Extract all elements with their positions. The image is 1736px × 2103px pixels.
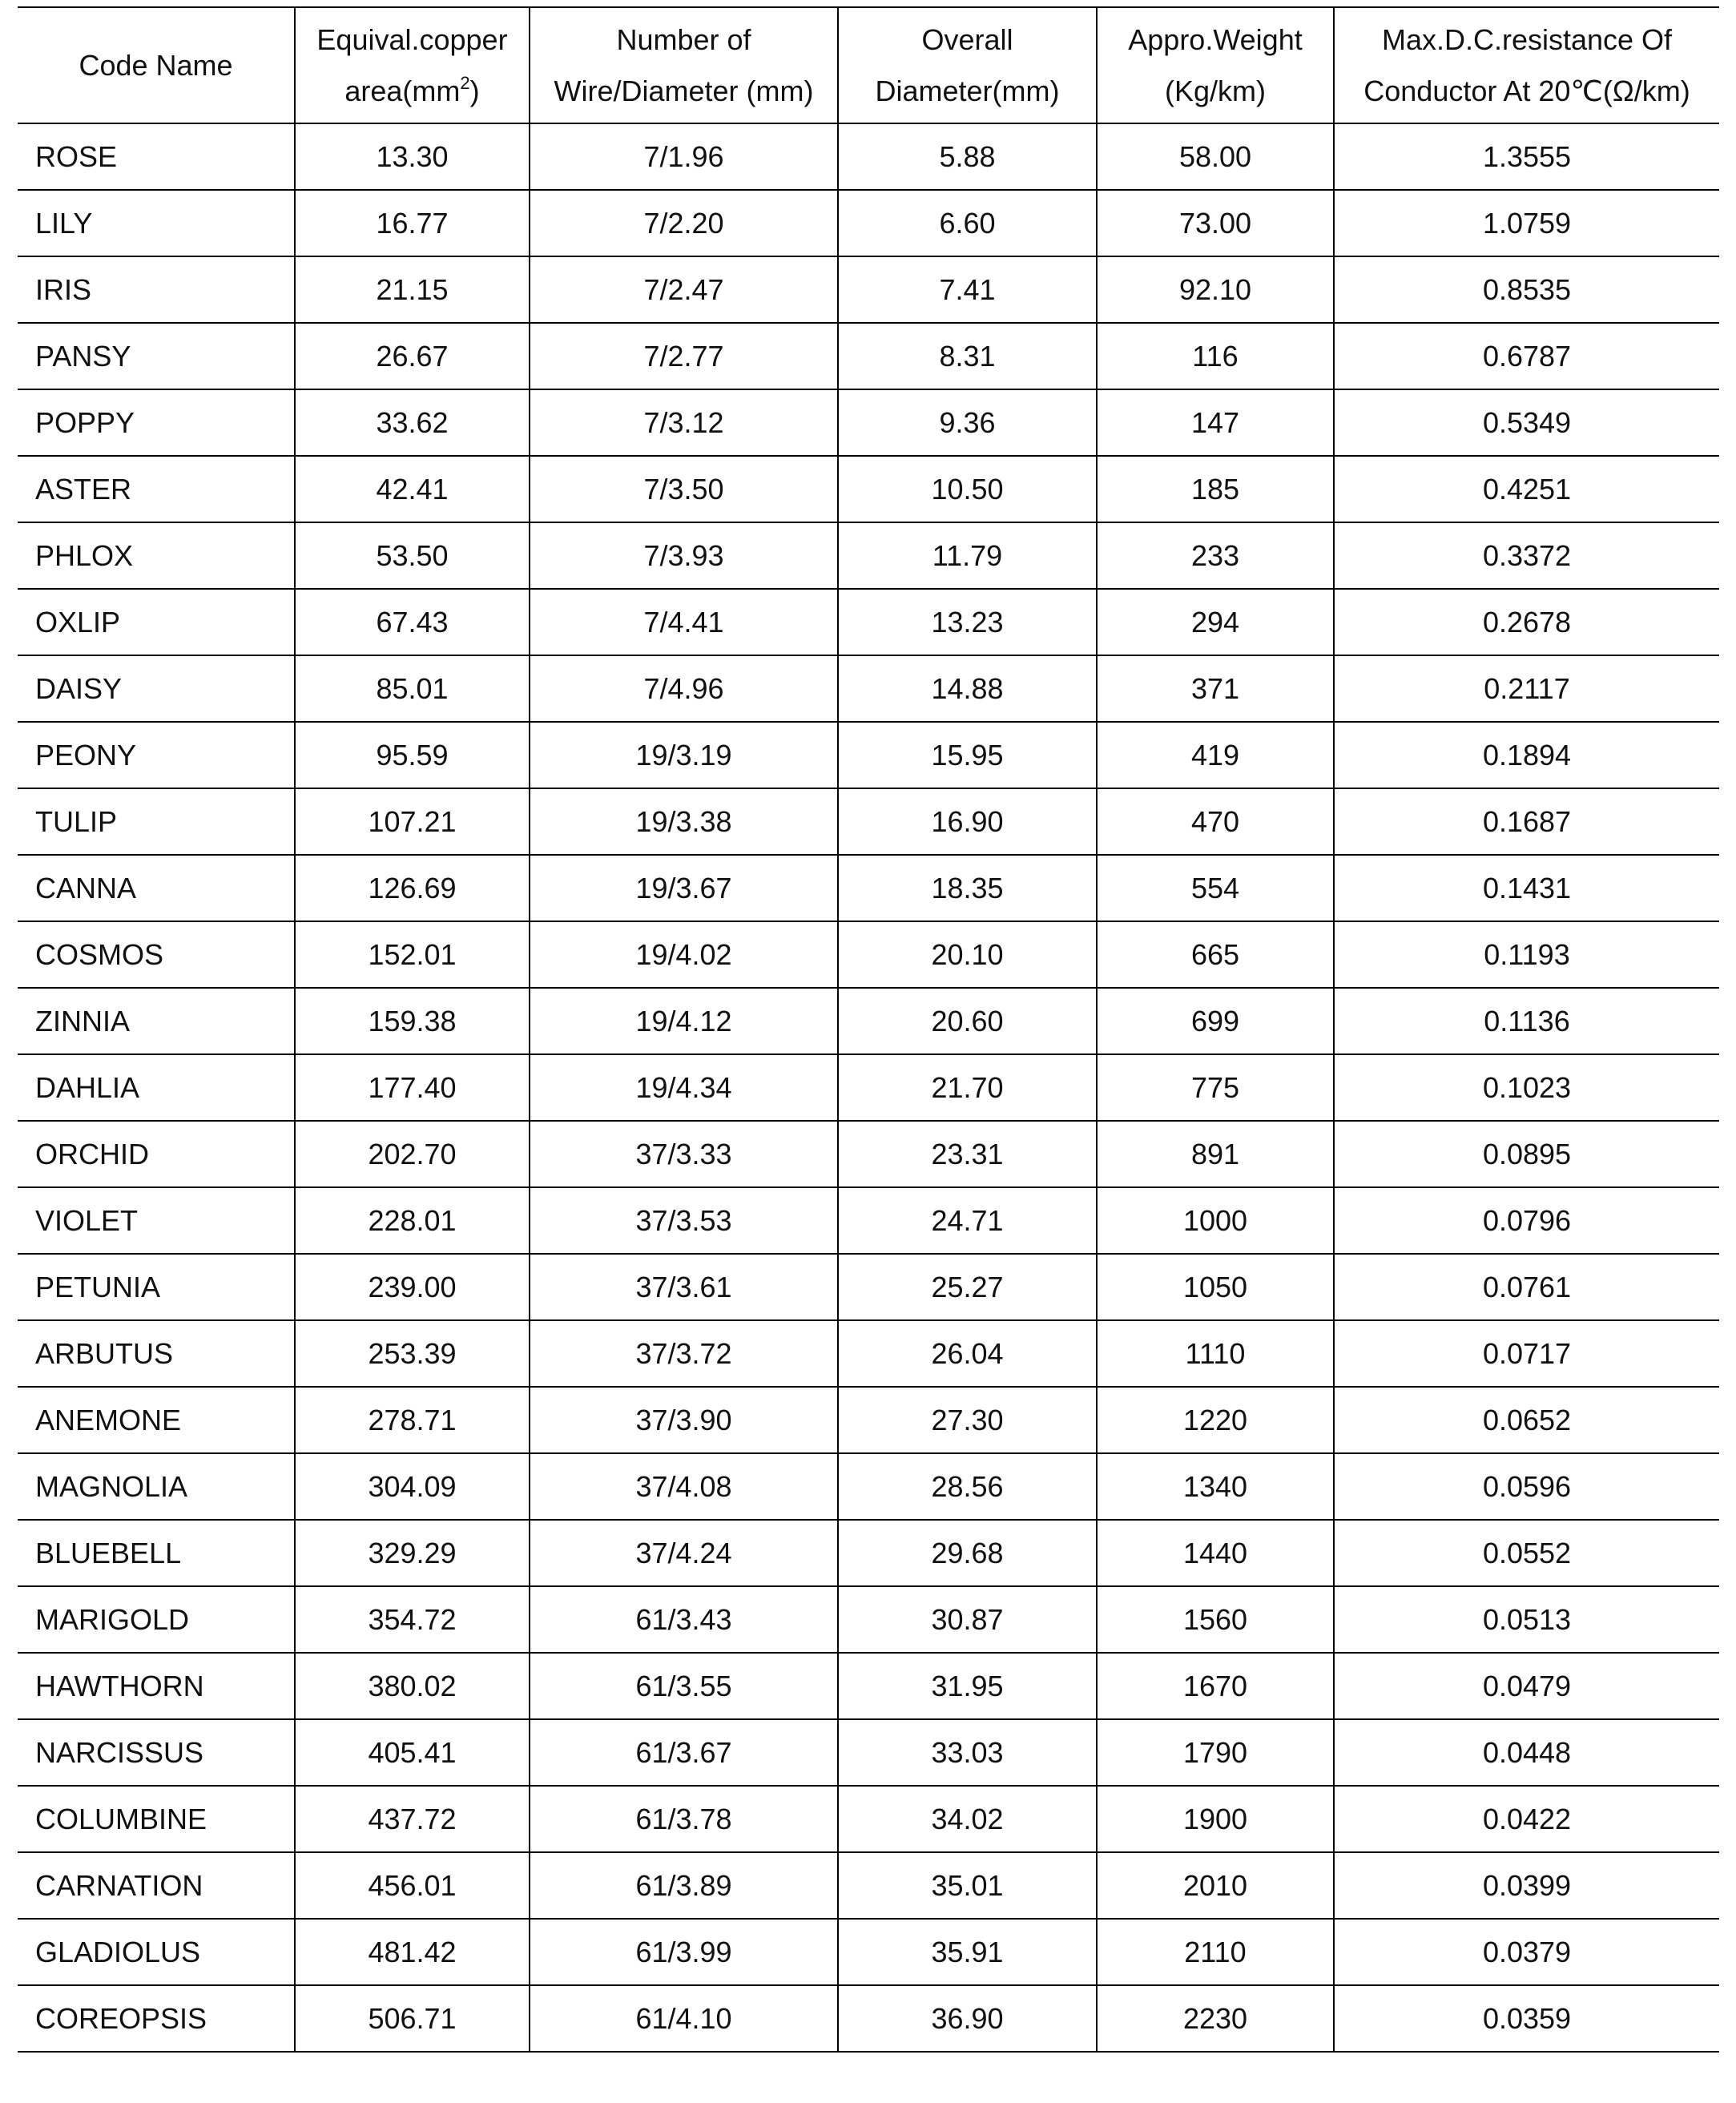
cell-weight: 419 (1097, 722, 1334, 788)
cell-wire-diameter: 37/3.33 (530, 1121, 838, 1187)
header-weight-line2: (Kg/km) (1165, 74, 1266, 107)
cell-code-name: ORCHID (18, 1121, 295, 1187)
cell-resistance: 0.0895 (1334, 1121, 1719, 1187)
header-copper-area-unit: area(mm (344, 74, 461, 107)
cell-code-name: COLUMBINE (18, 1786, 295, 1852)
table-row (18, 1786, 1719, 1852)
cell-wire-diameter: 7/3.93 (530, 522, 838, 589)
table-row (18, 1919, 1719, 1985)
cell-wire-diameter: 37/3.53 (530, 1187, 838, 1254)
table-row (18, 389, 1719, 456)
conductor-spec-table-container (18, 6, 1719, 2053)
cell-overall-diameter: 21.70 (838, 1054, 1097, 1121)
cell-resistance: 0.8535 (1334, 256, 1719, 323)
cell-resistance: 0.0796 (1334, 1187, 1719, 1254)
header-copper-area (295, 7, 530, 123)
header-wire-diameter-line2: Wire/Diameter (mm) (554, 74, 814, 107)
table-row (18, 788, 1719, 855)
table-row (18, 323, 1719, 389)
cell-overall-diameter: 25.27 (838, 1254, 1097, 1320)
cell-weight: 2010 (1097, 1852, 1334, 1919)
cell-copper-area: 67.43 (295, 589, 530, 655)
cell-overall-diameter: 20.60 (838, 988, 1097, 1054)
cell-weight: 775 (1097, 1054, 1334, 1121)
cell-copper-area: 33.62 (295, 389, 530, 456)
cell-wire-diameter: 19/4.34 (530, 1054, 838, 1121)
table-row (18, 655, 1719, 722)
cell-wire-diameter: 61/3.67 (530, 1719, 838, 1786)
header-copper-area-line2 (302, 66, 522, 117)
cell-weight: 294 (1097, 589, 1334, 655)
cell-code-name: VIOLET (18, 1187, 295, 1254)
table-row (18, 123, 1719, 190)
cell-resistance: 0.1431 (1334, 855, 1719, 921)
header-weight-line1: Appro.Weight (1128, 22, 1303, 56)
cell-resistance: 0.0448 (1334, 1719, 1719, 1786)
cell-code-name: IRIS (18, 256, 295, 323)
cell-copper-area: 152.01 (295, 921, 530, 988)
cell-copper-area: 95.59 (295, 722, 530, 788)
table-row (18, 1121, 1719, 1187)
cell-weight: 147 (1097, 389, 1334, 456)
cell-wire-diameter: 37/4.08 (530, 1453, 838, 1520)
cell-wire-diameter: 37/3.72 (530, 1320, 838, 1387)
cell-code-name: POPPY (18, 389, 295, 456)
cell-copper-area: 506.71 (295, 1985, 530, 2052)
cell-overall-diameter: 8.31 (838, 323, 1097, 389)
cell-wire-diameter: 7/4.41 (530, 589, 838, 655)
cell-overall-diameter: 26.04 (838, 1320, 1097, 1387)
cell-code-name: ANEMONE (18, 1387, 295, 1453)
cell-wire-diameter: 61/4.10 (530, 1985, 838, 2052)
cell-weight: 116 (1097, 323, 1334, 389)
cell-overall-diameter: 31.95 (838, 1653, 1097, 1719)
cell-code-name: PANSY (18, 323, 295, 389)
header-overall-diameter (838, 7, 1097, 123)
table-row (18, 1054, 1719, 1121)
cell-overall-diameter: 29.68 (838, 1520, 1097, 1586)
cell-copper-area: 437.72 (295, 1786, 530, 1852)
cell-wire-diameter: 37/4.24 (530, 1520, 838, 1586)
table-row (18, 1387, 1719, 1453)
cell-wire-diameter: 19/4.02 (530, 921, 838, 988)
cell-code-name: TULIP (18, 788, 295, 855)
cell-copper-area: 16.77 (295, 190, 530, 256)
table-row (18, 190, 1719, 256)
cell-resistance: 0.5349 (1334, 389, 1719, 456)
cell-weight: 1670 (1097, 1653, 1334, 1719)
table-row (18, 522, 1719, 589)
table-row (18, 589, 1719, 655)
cell-overall-diameter: 34.02 (838, 1786, 1097, 1852)
cell-wire-diameter: 19/3.38 (530, 788, 838, 855)
header-wire-diameter-line1: Number of (616, 22, 751, 56)
cell-copper-area: 456.01 (295, 1852, 530, 1919)
header-resistance (1334, 7, 1719, 123)
cell-weight: 185 (1097, 456, 1334, 522)
cell-resistance: 0.0513 (1334, 1586, 1719, 1653)
cell-copper-area: 42.41 (295, 456, 530, 522)
header-overall-diameter-line1: Overall (921, 22, 1013, 56)
cell-code-name: COSMOS (18, 921, 295, 988)
cell-weight: 2230 (1097, 1985, 1334, 2052)
cell-code-name: ZINNIA (18, 988, 295, 1054)
cell-code-name: DAISY (18, 655, 295, 722)
cell-code-name: NARCISSUS (18, 1719, 295, 1786)
cell-code-name: COREOPSIS (18, 1985, 295, 2052)
cell-overall-diameter: 15.95 (838, 722, 1097, 788)
cell-resistance: 0.2678 (1334, 589, 1719, 655)
cell-weight: 371 (1097, 655, 1334, 722)
header-overall-diameter-line2: Diameter(mm) (875, 74, 1060, 107)
cell-code-name: MAGNOLIA (18, 1453, 295, 1520)
cell-weight: 891 (1097, 1121, 1334, 1187)
cell-copper-area: 278.71 (295, 1387, 530, 1453)
table-row (18, 855, 1719, 921)
header-resistance-line2: Conductor At 20℃(Ω/km) (1363, 74, 1690, 107)
table-header (18, 7, 1719, 123)
cell-resistance: 0.3372 (1334, 522, 1719, 589)
cell-resistance: 0.0552 (1334, 1520, 1719, 1586)
cell-resistance: 0.1687 (1334, 788, 1719, 855)
cell-overall-diameter: 24.71 (838, 1187, 1097, 1254)
cell-resistance: 0.0652 (1334, 1387, 1719, 1453)
header-row (18, 7, 1719, 123)
cell-resistance: 1.3555 (1334, 123, 1719, 190)
cell-overall-diameter: 11.79 (838, 522, 1097, 589)
table-row (18, 1453, 1719, 1520)
cell-copper-area: 107.21 (295, 788, 530, 855)
cell-overall-diameter: 36.90 (838, 1985, 1097, 2052)
cell-weight: 470 (1097, 788, 1334, 855)
cell-copper-area: 481.42 (295, 1919, 530, 1985)
cell-wire-diameter: 7/3.12 (530, 389, 838, 456)
cell-resistance: 1.0759 (1334, 190, 1719, 256)
cell-overall-diameter: 9.36 (838, 389, 1097, 456)
cell-resistance: 0.0717 (1334, 1320, 1719, 1387)
cell-weight: 1900 (1097, 1786, 1334, 1852)
cell-overall-diameter: 16.90 (838, 788, 1097, 855)
cell-code-name: HAWTHORN (18, 1653, 295, 1719)
cell-resistance: 0.0479 (1334, 1653, 1719, 1719)
cell-weight: 1340 (1097, 1453, 1334, 1520)
cell-copper-area: 85.01 (295, 655, 530, 722)
conductor-spec-table (18, 6, 1719, 2053)
cell-code-name: MARIGOLD (18, 1586, 295, 1653)
cell-copper-area: 13.30 (295, 123, 530, 190)
cell-resistance: 0.0596 (1334, 1453, 1719, 1520)
table-row (18, 1852, 1719, 1919)
cell-copper-area: 202.70 (295, 1121, 530, 1187)
cell-resistance: 0.2117 (1334, 655, 1719, 722)
cell-code-name: CARNATION (18, 1852, 295, 1919)
cell-weight: 699 (1097, 988, 1334, 1054)
cell-resistance: 0.1193 (1334, 921, 1719, 988)
cell-overall-diameter: 33.03 (838, 1719, 1097, 1786)
cell-wire-diameter: 7/1.96 (530, 123, 838, 190)
cell-copper-area: 228.01 (295, 1187, 530, 1254)
cell-overall-diameter: 10.50 (838, 456, 1097, 522)
cell-weight: 1440 (1097, 1520, 1334, 1586)
table-row (18, 921, 1719, 988)
cell-overall-diameter: 35.01 (838, 1852, 1097, 1919)
cell-resistance: 0.4251 (1334, 456, 1719, 522)
cell-code-name: PEONY (18, 722, 295, 788)
cell-code-name: ROSE (18, 123, 295, 190)
table-body (18, 123, 1719, 2052)
cell-wire-diameter: 37/3.90 (530, 1387, 838, 1453)
cell-copper-area: 26.67 (295, 323, 530, 389)
cell-weight: 554 (1097, 855, 1334, 921)
cell-code-name: OXLIP (18, 589, 295, 655)
cell-overall-diameter: 18.35 (838, 855, 1097, 921)
table-row (18, 1254, 1719, 1320)
cell-overall-diameter: 14.88 (838, 655, 1097, 722)
cell-wire-diameter: 61/3.99 (530, 1919, 838, 1985)
cell-copper-area: 380.02 (295, 1653, 530, 1719)
cell-code-name: LILY (18, 190, 295, 256)
cell-code-name: DAHLIA (18, 1054, 295, 1121)
table-row (18, 722, 1719, 788)
cell-wire-diameter: 7/3.50 (530, 456, 838, 522)
cell-weight: 665 (1097, 921, 1334, 988)
cell-overall-diameter: 7.41 (838, 256, 1097, 323)
cell-wire-diameter: 7/4.96 (530, 655, 838, 722)
cell-wire-diameter: 61/3.55 (530, 1653, 838, 1719)
table-row (18, 1653, 1719, 1719)
cell-copper-area: 354.72 (295, 1586, 530, 1653)
header-code-name-label: Code Name (79, 48, 233, 82)
cell-overall-diameter: 20.10 (838, 921, 1097, 988)
cell-copper-area: 253.39 (295, 1320, 530, 1387)
cell-weight: 1000 (1097, 1187, 1334, 1254)
cell-weight: 58.00 (1097, 123, 1334, 190)
table-row (18, 1320, 1719, 1387)
cell-overall-diameter: 28.56 (838, 1453, 1097, 1520)
cell-wire-diameter: 19/3.67 (530, 855, 838, 921)
cell-weight: 1560 (1097, 1586, 1334, 1653)
cell-copper-area: 126.69 (295, 855, 530, 921)
cell-weight: 1050 (1097, 1254, 1334, 1320)
cell-wire-diameter: 37/3.61 (530, 1254, 838, 1320)
cell-wire-diameter: 19/4.12 (530, 988, 838, 1054)
cell-wire-diameter: 61/3.43 (530, 1586, 838, 1653)
cell-wire-diameter: 7/2.47 (530, 256, 838, 323)
cell-copper-area: 177.40 (295, 1054, 530, 1121)
cell-wire-diameter: 7/2.20 (530, 190, 838, 256)
cell-copper-area: 304.09 (295, 1453, 530, 1520)
cell-weight: 73.00 (1097, 190, 1334, 256)
table-row (18, 988, 1719, 1054)
table-row (18, 1520, 1719, 1586)
cell-wire-diameter: 7/2.77 (530, 323, 838, 389)
table-row (18, 1985, 1719, 2052)
cell-weight: 1110 (1097, 1320, 1334, 1387)
cell-code-name: BLUEBELL (18, 1520, 295, 1586)
header-copper-area-close: ) (469, 74, 480, 107)
cell-resistance: 0.0359 (1334, 1985, 1719, 2052)
cell-resistance: 0.0399 (1334, 1852, 1719, 1919)
cell-wire-diameter: 61/3.89 (530, 1852, 838, 1919)
cell-resistance: 0.1894 (1334, 722, 1719, 788)
cell-resistance: 0.0422 (1334, 1786, 1719, 1852)
cell-overall-diameter: 5.88 (838, 123, 1097, 190)
cell-code-name: PETUNIA (18, 1254, 295, 1320)
cell-copper-area: 159.38 (295, 988, 530, 1054)
cell-weight: 233 (1097, 522, 1334, 589)
cell-overall-diameter: 23.31 (838, 1121, 1097, 1187)
cell-resistance: 0.6787 (1334, 323, 1719, 389)
cell-copper-area: 405.41 (295, 1719, 530, 1786)
cell-resistance: 0.1136 (1334, 988, 1719, 1054)
cell-weight: 1220 (1097, 1387, 1334, 1453)
cell-weight: 1790 (1097, 1719, 1334, 1786)
cell-copper-area: 329.29 (295, 1520, 530, 1586)
header-wire-diameter (530, 7, 838, 123)
header-copper-area-superscript: 2 (460, 72, 470, 93)
cell-wire-diameter: 19/3.19 (530, 722, 838, 788)
cell-overall-diameter: 30.87 (838, 1586, 1097, 1653)
cell-wire-diameter: 61/3.78 (530, 1786, 838, 1852)
header-resistance-line1: Max.D.C.resistance Of (1381, 22, 1673, 56)
header-copper-area-line1: Equival.copper (316, 22, 508, 56)
cell-copper-area: 239.00 (295, 1254, 530, 1320)
cell-copper-area: 21.15 (295, 256, 530, 323)
table-row (18, 1719, 1719, 1786)
cell-overall-diameter: 27.30 (838, 1387, 1097, 1453)
cell-weight: 92.10 (1097, 256, 1334, 323)
cell-resistance: 0.0761 (1334, 1254, 1719, 1320)
header-code-name (18, 7, 295, 123)
cell-resistance: 0.1023 (1334, 1054, 1719, 1121)
cell-overall-diameter: 13.23 (838, 589, 1097, 655)
table-row (18, 1586, 1719, 1653)
cell-code-name: PHLOX (18, 522, 295, 589)
cell-overall-diameter: 6.60 (838, 190, 1097, 256)
header-weight (1097, 7, 1334, 123)
table-row (18, 456, 1719, 522)
cell-code-name: ASTER (18, 456, 295, 522)
cell-code-name: CANNA (18, 855, 295, 921)
cell-code-name: ARBUTUS (18, 1320, 295, 1387)
table-row (18, 256, 1719, 323)
cell-overall-diameter: 35.91 (838, 1919, 1097, 1985)
cell-copper-area: 53.50 (295, 522, 530, 589)
cell-code-name: GLADIOLUS (18, 1919, 295, 1985)
cell-weight: 2110 (1097, 1919, 1334, 1985)
cell-resistance: 0.0379 (1334, 1919, 1719, 1985)
table-row (18, 1187, 1719, 1254)
